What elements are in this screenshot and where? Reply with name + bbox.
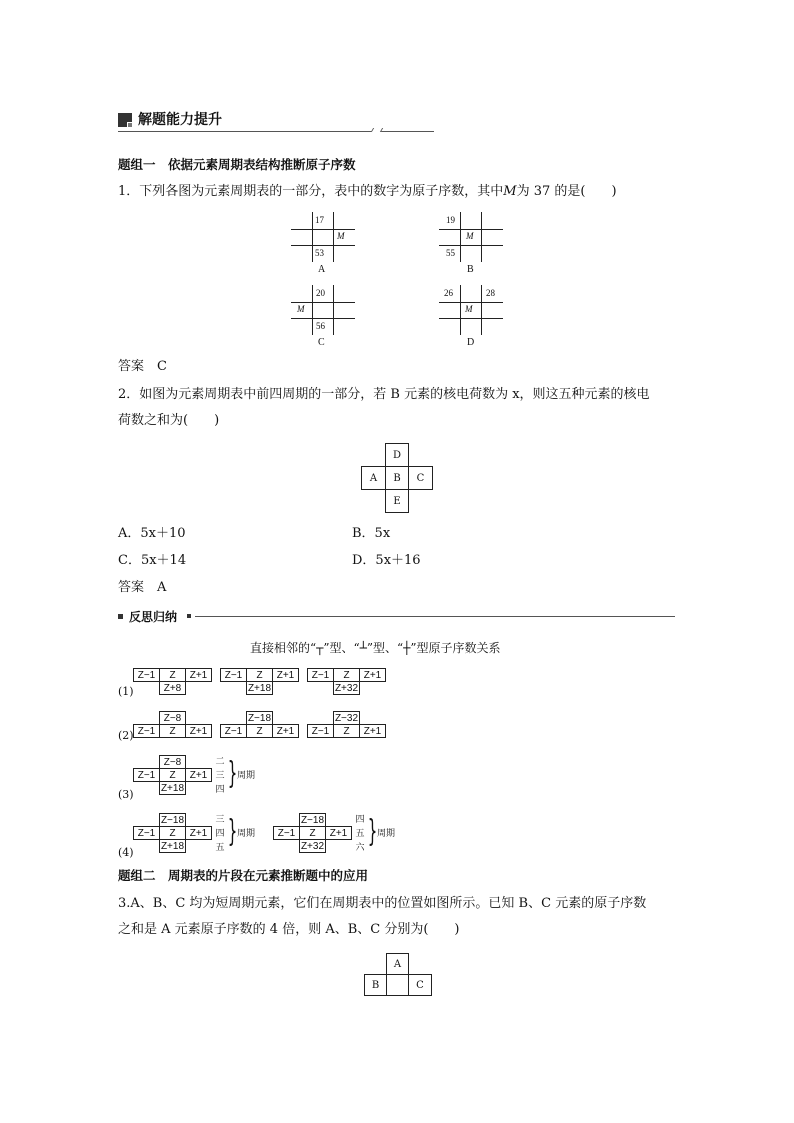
cell: Z (333, 724, 360, 738)
row3-period-2: 二 (215, 757, 225, 767)
q3-cell-right: C (408, 974, 432, 996)
group2-title: 题组二 周期表的片段在元素推断题中的应用 (118, 868, 369, 883)
row3-label: (3) (118, 788, 134, 801)
section-heading: 解题能力提升 (138, 112, 222, 128)
cell: Z−32 (334, 712, 359, 724)
q1-label-d: D (467, 337, 475, 348)
cell: Z+18 (160, 840, 185, 852)
reflect-caption: 直接相邻的“┬”型、“┴”型、“┼”型原子序数关系 (250, 641, 501, 655)
cell: Z+1 (272, 668, 299, 682)
row4-b-brace: } (367, 814, 378, 849)
q1-label-b: B (467, 264, 474, 275)
row4-a-period-4: 四 (215, 829, 225, 839)
cell: Z−1 (133, 768, 160, 782)
q2-option-a: A．5x＋10 (118, 526, 186, 541)
row4-b-period-word: 周期 (377, 829, 396, 839)
cell: Z+1 (185, 724, 212, 738)
row3-diagram (133, 755, 212, 797)
row4-diagram-1 (133, 813, 212, 855)
q2-option-b: B．5x (352, 526, 391, 541)
q1-label-c: C (318, 337, 325, 348)
q3-stem-line1: 3.A、B、C 均为短周期元素，它们在周期表中的位置如图所示。已知 B、C 元素的原子序数 (118, 896, 647, 911)
cell: Z+32 (300, 840, 325, 852)
q2-stem-line2: 荷数之和为( ) (118, 413, 220, 428)
q2-cell-bottom: E (385, 489, 409, 513)
row4-b-period-5: 五 (355, 829, 365, 839)
cell: Z (159, 724, 186, 738)
row1-diagram-3 (307, 668, 386, 696)
row4-b-period-6: 六 (355, 843, 365, 853)
reflect-rule (195, 616, 675, 617)
row4-label: (4) (118, 846, 134, 859)
q1-stem-m: M (503, 184, 517, 199)
row1-label: (1) (118, 685, 134, 698)
row4-a-brace: } (227, 814, 238, 849)
cell: Z+1 (359, 724, 386, 738)
row3-period-4: 四 (215, 785, 225, 795)
q2-option-d: D．5x＋16 (352, 553, 421, 568)
reflect-square-icon (118, 614, 123, 619)
row1-diagram-2 (220, 668, 299, 696)
cell: Z−1 (133, 826, 160, 840)
q1-stem (118, 184, 617, 200)
row4-a-period-word: 周期 (237, 829, 256, 839)
row1-diagram-1 (133, 668, 212, 696)
q2-cell-center: B (385, 466, 409, 490)
cell: Z+1 (185, 768, 212, 782)
cell: Z (299, 826, 326, 840)
row4-a-period-5: 五 (215, 843, 225, 853)
q2-stem-line1: 2．如图为元素周期表中前四周期的一部分，若 B 元素的核电荷数为 x，则这五种元素的核电 (118, 387, 650, 402)
q1-a-top: 17 (315, 215, 324, 225)
q3-diagram (364, 953, 432, 996)
row4-a-period-3: 三 (215, 815, 225, 825)
row2-diagram-3 (307, 711, 386, 739)
q2-cell-right: C (408, 466, 433, 490)
cell: Z−18 (160, 814, 185, 826)
q1-a-m: M (337, 231, 345, 241)
cell: Z (159, 768, 186, 782)
q1-stem-b: 为 37 的是( ) (516, 184, 617, 199)
cell: Z (246, 668, 273, 682)
cell: Z (246, 724, 273, 738)
reflect-title: 反思归纳 (129, 610, 178, 624)
q2-cell-top: D (385, 443, 409, 467)
row4-b-period-4: 四 (355, 815, 365, 825)
heading-square-icon (118, 113, 132, 127)
row2-diagram-2 (220, 711, 299, 739)
q1-c-m: M (297, 304, 305, 314)
cell: Z−8 (159, 755, 186, 769)
cell: Z−8 (159, 711, 186, 725)
row3-brace: } (227, 756, 238, 791)
q2-option-c: C．5x＋14 (118, 553, 187, 568)
q2-cell-left: A (361, 466, 386, 490)
q3-cell-top: A (386, 953, 409, 975)
q3-cell-left: B (364, 974, 387, 996)
q1-label-a: A (318, 264, 326, 275)
q1-c-top: 20 (316, 288, 325, 298)
cell: Z−1 (307, 668, 334, 682)
cell: Z+8 (159, 681, 186, 695)
row4-diagram-2 (273, 813, 352, 855)
cell: Z−1 (307, 724, 334, 738)
group1-title: 题组一 依据元素周期表结构推断原子序数 (118, 157, 356, 172)
q1-grid-a (291, 212, 355, 262)
q1-stem-a: 1．下列各图为元素周期表的一部分，表中的数字为原子序数，其中 (118, 184, 504, 199)
cell: Z+32 (334, 682, 359, 694)
cell: Z+1 (359, 668, 386, 682)
reflect-dot-icon (187, 614, 191, 618)
cell: Z−1 (133, 724, 160, 738)
q1-grid-d (439, 285, 503, 335)
cell: Z−18 (247, 712, 272, 724)
q2-cross-diagram (361, 443, 433, 513)
q1-c-bottom: 56 (316, 321, 325, 331)
q1-d-top-left: 26 (444, 288, 453, 298)
row2-diagram-1 (133, 711, 212, 739)
q3-stem-line2: 之和是 A 元素原子序数的 4 倍，则 A、B、C 分别为( ) (118, 922, 460, 937)
cell: Z−1 (133, 668, 160, 682)
cell: Z+1 (272, 724, 299, 738)
q1-grid-c (291, 285, 355, 335)
cell: Z (159, 826, 186, 840)
cell: Z−18 (300, 814, 325, 826)
cell: Z+18 (247, 682, 272, 694)
cell: Z+1 (185, 826, 212, 840)
q1-d-top-right: 28 (486, 288, 495, 298)
q3-cell-mid (386, 974, 409, 996)
q1-grid-b (439, 212, 503, 262)
cell: Z+1 (185, 668, 212, 682)
q1-answer: 答案 C (118, 359, 167, 374)
row2-label: (2) (118, 729, 134, 742)
cell: Z+18 (160, 782, 185, 794)
q1-b-top: 19 (446, 215, 455, 225)
q1-b-bottom: 55 (446, 248, 455, 258)
q2-answer: 答案 A (118, 580, 167, 595)
cell: Z (333, 668, 360, 682)
cell: Z (159, 668, 186, 682)
cell: Z−1 (220, 668, 247, 682)
row3-period-word: 周期 (237, 771, 256, 781)
cell: Z+1 (325, 826, 352, 840)
heading-rule (118, 131, 434, 132)
row3-period-3: 三 (215, 771, 225, 781)
cell: Z−1 (220, 724, 247, 738)
q1-a-bottom: 53 (315, 248, 324, 258)
q1-d-m: M (465, 304, 473, 314)
q1-b-m: M (466, 231, 474, 241)
cell: Z−1 (273, 826, 300, 840)
